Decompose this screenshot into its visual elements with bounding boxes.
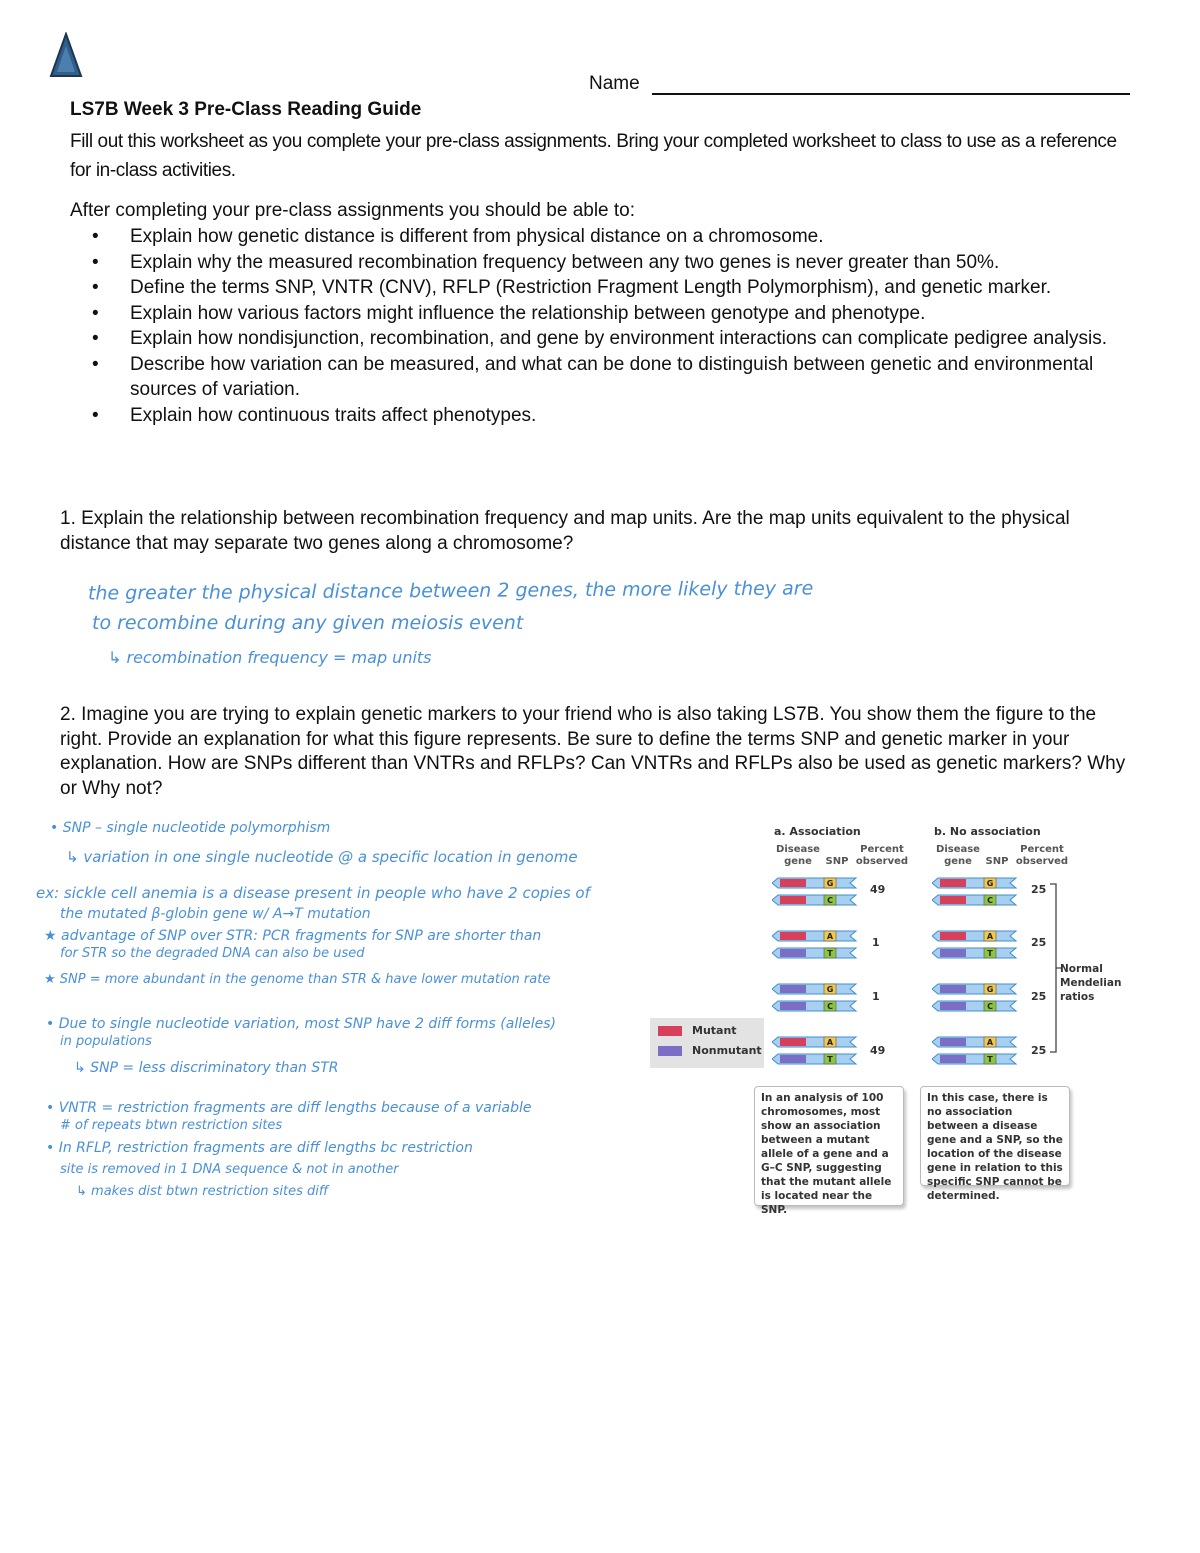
chromosome-strand (772, 984, 856, 994)
answer-2-line: # of repeats btwn restriction sites (60, 1118, 283, 1133)
chromosome-strand (772, 895, 856, 905)
chromosome-pair (772, 876, 862, 908)
panel-a-percent: 1 (872, 936, 880, 949)
list-item: • Explain how genetic distance is different from physical distance on a chromosome. (70, 224, 1140, 250)
name-field-line[interactable] (652, 93, 1130, 95)
panel-a-percent: 1 (872, 990, 880, 1003)
chromosome-strand (932, 1054, 1016, 1064)
panel-b-percent: 25 (1031, 936, 1047, 949)
snp-base-label: C (827, 896, 833, 905)
snp-base-label: T (987, 949, 993, 958)
chromosome-strand (932, 878, 1016, 888)
answer-2-line: ★ advantage of SNP over STR: PCR fragments for SNP are shorter than (44, 928, 542, 944)
snp-base-label: A (986, 932, 994, 941)
snp-base-label: G (826, 879, 834, 888)
chromosome-strand (932, 931, 1016, 941)
list-item: • Explain how continuous traits affect phenotypes. (70, 403, 1140, 429)
answer-2-line: ↳ makes dist btwn restriction sites diff (76, 1184, 329, 1199)
chromosome-pair (932, 982, 1022, 1014)
answer-2-line: • In RFLP, restriction fragments are diff lengths bc restriction (46, 1140, 473, 1156)
snp-base-label: T (827, 949, 833, 958)
panel-a-gene-header: Disease gene (776, 844, 820, 867)
answer-2-line: for STR so the degraded DNA can also be used (60, 946, 365, 961)
chromosome-strand (772, 948, 856, 958)
answer-1-line: ↳ recombination frequency = map units (108, 648, 432, 667)
chromosome-pair (772, 929, 862, 961)
panel-b-percent-header: Percent observed (1015, 844, 1069, 867)
answer-2-line: the mutated β-globin gene w/ A→T mutation (60, 906, 371, 922)
chromosome-strand (772, 1037, 856, 1047)
snp-base-label: A (986, 1038, 994, 1047)
panel-a-title: a. Association (774, 825, 861, 838)
chromosome-strand (932, 948, 1016, 958)
snp-base-label: G (986, 879, 994, 888)
chromosome-strand (772, 931, 856, 941)
answer-2-line: ↳ variation in one single nucleotide @ a specific location in genome (66, 848, 578, 866)
chromosome-strand (932, 895, 1016, 905)
chromosome-pair (932, 929, 1022, 961)
snp-base-label: A (826, 932, 834, 941)
name-label: Name (589, 73, 640, 94)
list-item: • Describe how variation can be measured, and what can be done to distinguish between genetic and environmental sources of variation. (70, 352, 1140, 403)
panel-a-caption: In an analysis of 100 chromosomes, most show an association between a mutant allele of a gene and a G–C SNP, suggesting that the mutant allele is located near the SNP. (754, 1086, 904, 1206)
answer-2-line: in populations (60, 1034, 152, 1049)
figure-legend (650, 1018, 764, 1068)
panel-b-gene-header: Disease gene (936, 844, 980, 867)
chromosome-strand (932, 984, 1016, 994)
question-2: 2. Imagine you are trying to explain genetic markers to your friend who is also taking LS7B. You show them the figure to the right. Provide an explanation for what this figure represents. Be sure to define the terms SNP and genetic marker in your explanation. How are SNPs different than VNTRs and RFLPs? Can VNTRs and RFLPs also be used as genetic markers? Why or Why not? (60, 704, 1126, 799)
chromosome-strand (932, 1001, 1016, 1011)
snp-association-figure (650, 822, 1122, 1217)
panel-b-percent: 25 (1031, 1044, 1047, 1057)
panel-a-snp-header: SNP (825, 856, 849, 867)
list-item: • Explain how various factors might influence the relationship between genotype and phenotype. (70, 301, 1140, 327)
snp-base-label: T (827, 1055, 833, 1064)
chromosome-pair (932, 876, 1022, 908)
legend-mutant-label: Mutant (692, 1024, 737, 1037)
page-title: LS7B Week 3 Pre-Class Reading Guide (70, 99, 422, 120)
nonmutant-swatch (658, 1046, 682, 1056)
list-item: • Explain why the measured recombination frequency between any two genes is never greater than 50%. (70, 250, 1140, 276)
snp-base-label: T (987, 1055, 993, 1064)
chromosome-strand (772, 878, 856, 888)
panel-a-percent-header: Percent observed (855, 844, 909, 867)
list-item: • Explain how nondisjunction, recombination, and gene by environment interactions can complicate pedigree analysis. (70, 326, 1140, 352)
answer-2-line: ★ SNP = more abundant in the genome than STR & have lower mutation rate (44, 972, 551, 987)
panel-b-percent: 25 (1031, 883, 1047, 896)
answer-2-line: ↳ SNP = less discriminatory than STR (74, 1060, 339, 1076)
objectives-intro: After completing your pre-class assignments you should be able to: (70, 200, 636, 221)
chromosome-strand (772, 1054, 856, 1064)
snp-base-label: C (827, 1002, 833, 1011)
list-item: • Define the terms SNP, VNTR (CNV), RFLP (Restriction Fragment Length Polymorphism), and genetic marker. (70, 275, 1140, 301)
snp-base-label: G (986, 985, 994, 994)
answer-1-line: to recombine during any given meiosis event (92, 612, 524, 634)
mutant-swatch (658, 1026, 682, 1036)
snp-base-label: C (987, 1002, 993, 1011)
answer-2-line: • VNTR = restriction fragments are diff lengths because of a variable (46, 1100, 532, 1116)
chromosome-pair (772, 1035, 862, 1067)
panel-a-percent: 49 (870, 1044, 886, 1057)
mendelian-ratios-label: Normal Mendelian ratios (1060, 963, 1122, 1003)
triangle-logo-icon (48, 32, 84, 80)
answer-1-line: the greater the physical distance between 2 genes, the more likely they are (87, 577, 814, 605)
panel-b-percent: 25 (1031, 990, 1047, 1003)
answer-2-line: ex: sickle cell anemia is a disease present in people who have 2 copies of (36, 884, 590, 902)
panel-b-snp-header: SNP (985, 856, 1009, 867)
panel-b-title: b. No association (934, 825, 1041, 838)
snp-base-label: G (826, 985, 834, 994)
panel-b-caption: In this case, there is no association between a disease gene and a SNP, so the location of the disease gene in relation to this specific SNP cannot be determined. (920, 1086, 1070, 1186)
question-1: 1. Explain the relationship between recombination frequency and map units. Are the map units equivalent to the physical distance that may separate two genes along a chromosome? (60, 508, 1070, 554)
snp-base-label: A (826, 1038, 834, 1047)
panel-a-percent: 49 (870, 883, 886, 896)
chromosome-pair (772, 982, 862, 1014)
legend-nonmutant-label: Nonmutant (692, 1044, 762, 1057)
snp-base-label: C (987, 896, 993, 905)
chromosome-strand (932, 1037, 1016, 1047)
intro-text: Fill out this worksheet as you complete your pre-class assignments. Bring your completed worksheet to class to use as a reference for in-class activities. (70, 131, 1117, 181)
objectives-list (70, 224, 1140, 428)
answer-2-line: • Due to single nucleotide variation, most SNP have 2 diff forms (alleles) (46, 1016, 556, 1032)
answer-2-line: • SNP – single nucleotide polymorphism (50, 820, 331, 836)
answer-2-line: site is removed in 1 DNA sequence & not in another (60, 1162, 399, 1177)
chromosome-pair (932, 1035, 1022, 1067)
chromosome-strand (772, 1001, 856, 1011)
